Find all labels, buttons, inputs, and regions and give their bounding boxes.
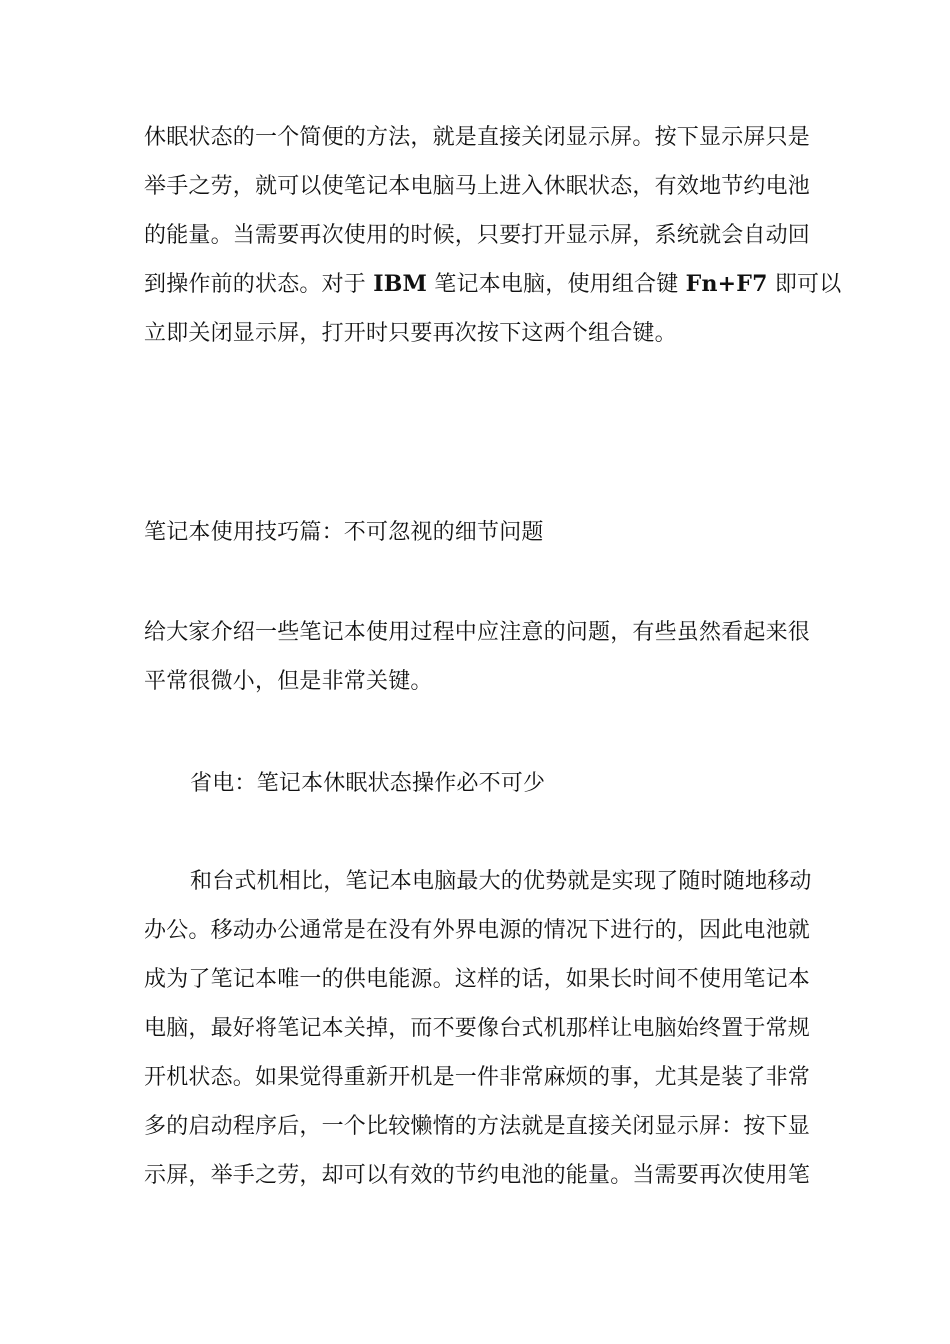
text-line: 示屏，举手之劳，却可以有效的节约电池的能量。当需要再次使用笔 xyxy=(144,1163,811,1188)
key-combo: Fn+F7 xyxy=(685,271,768,297)
heading-text: 笔记本使用技巧篇：不可忽视的细节问题 xyxy=(144,520,544,545)
text-line: 多的启动程序后，一个比较懒惰的方法就是直接关闭显示屏：按下显 xyxy=(144,1114,811,1139)
text-line: 开机状态。如果觉得重新开机是一件非常麻烦的事，尤其是装了非常 xyxy=(144,1065,811,1090)
text-fragment: 笔记本电脑，使用组合键 xyxy=(427,272,686,297)
paragraph-intro xyxy=(144,608,811,706)
section-heading xyxy=(144,508,808,557)
subsection-heading xyxy=(144,759,808,808)
text-fragment: 到操作前的状态。对于 xyxy=(144,272,374,297)
text-fragment: 即可以 xyxy=(767,272,842,297)
text-line: 举手之劳，就可以使笔记本电脑马上进入休眠状态，有效地节约电池 xyxy=(144,174,811,199)
text-line: 平常很微小，但是非常关键。 xyxy=(144,669,433,694)
text-line: 办公。移动办公通常是在没有外界电源的情况下进行的，因此电池就 xyxy=(144,918,811,943)
paragraph-hibernate-intro xyxy=(144,113,842,358)
text-line: 成为了笔记本唯一的供电能源。这样的话，如果长时间不使用笔记本 xyxy=(144,967,811,992)
text-line: 的能量。当需要再次使用的时候，只要打开显示屏，系统就会自动回 xyxy=(144,223,811,248)
text-line: 给大家介绍一些笔记本使用过程中应注意的问题，有些虽然看起来很 xyxy=(144,620,811,645)
subheading-text: 省电：笔记本休眠状态操作必不可少 xyxy=(190,771,546,796)
paragraph-power-saving xyxy=(144,857,812,1200)
text-line-with-keys xyxy=(144,260,842,309)
text-line: 休眠状态的一个简便的方法，就是直接关闭显示屏。按下显示屏只是 xyxy=(144,125,811,150)
text-line: 电脑，最好将笔记本关掉，而不要像台式机那样让电脑始终置于常规 xyxy=(144,1016,811,1041)
brand-ibm: IBM xyxy=(373,271,428,297)
text-line: 和台式机相比，笔记本电脑最大的优势就是实现了随时随地移动 xyxy=(190,869,812,894)
text-line: 立即关闭显示屏，打开时只要再次按下这两个组合键。 xyxy=(144,321,677,346)
